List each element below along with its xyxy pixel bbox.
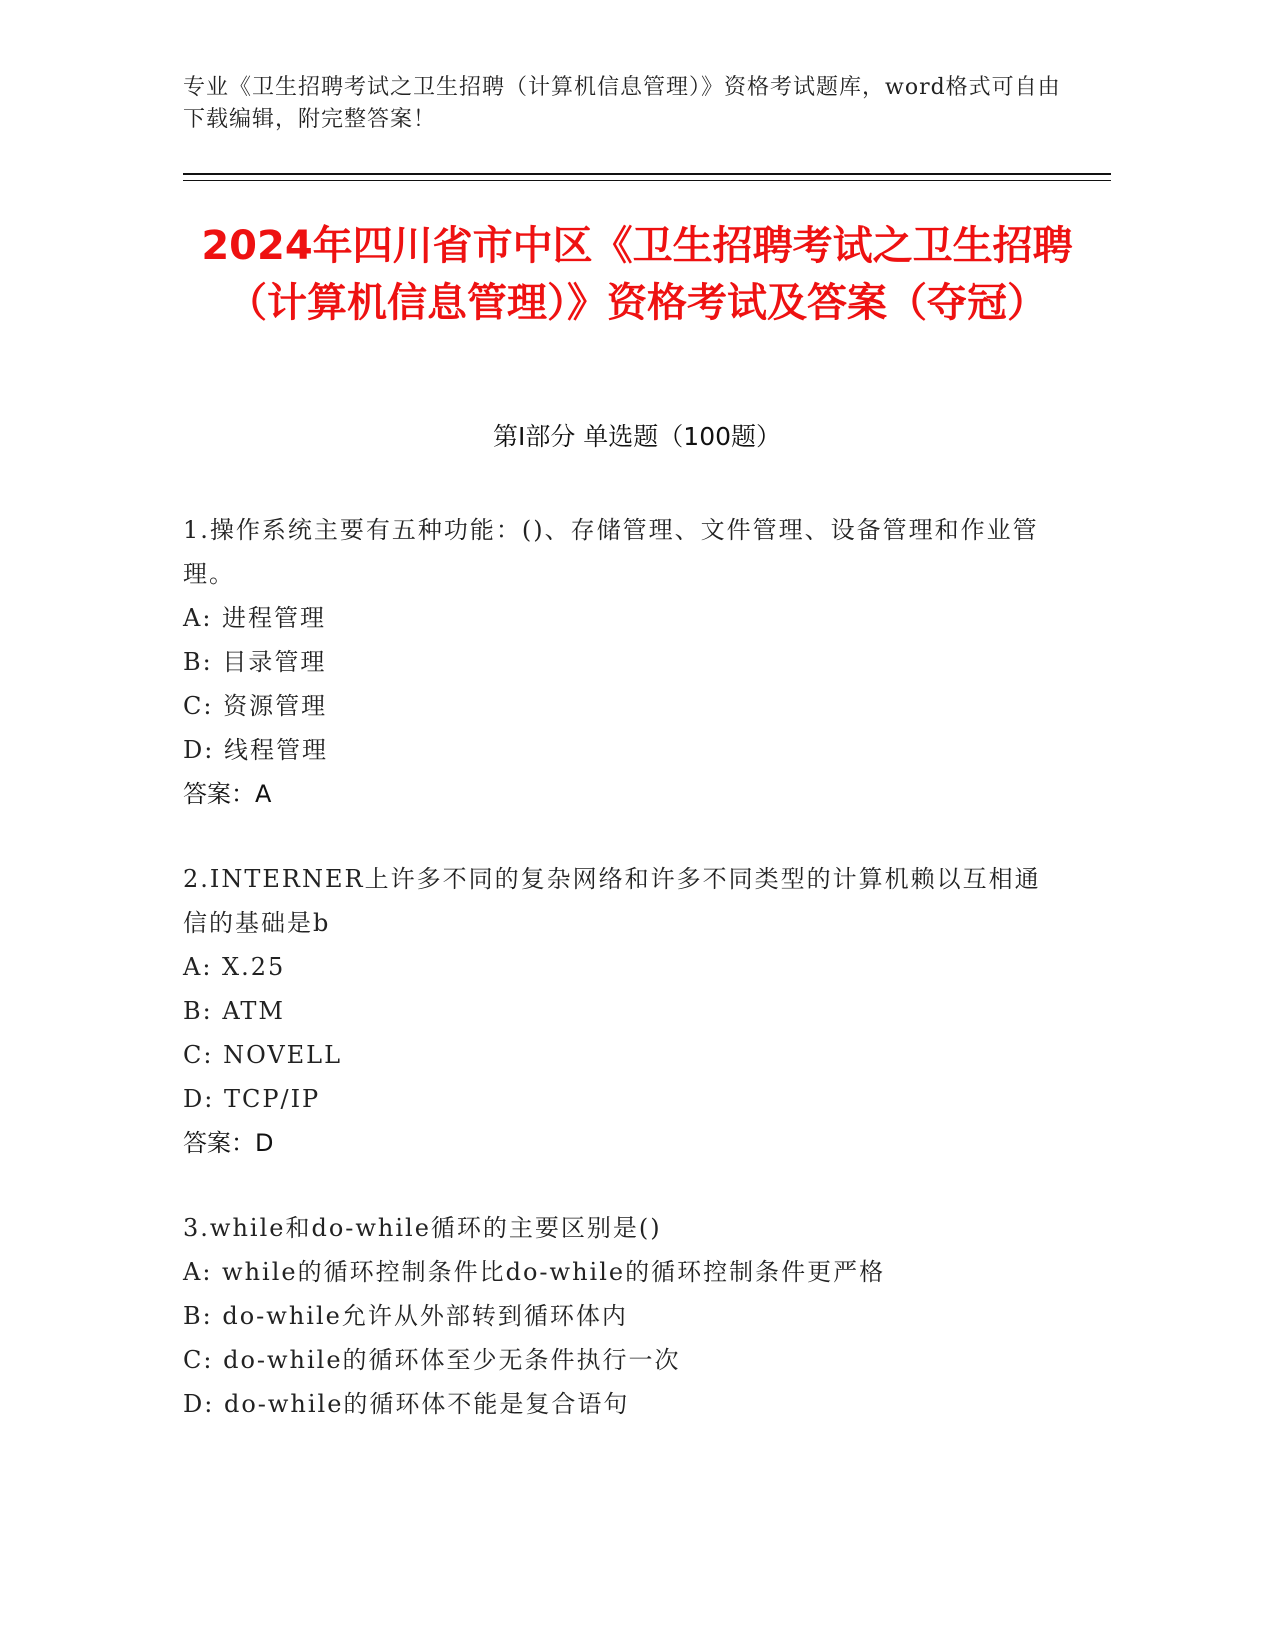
- question-3: [183, 1206, 1043, 1426]
- answer: 答案：D: [183, 1129, 274, 1157]
- option-c: C: 资源管理: [183, 692, 328, 720]
- option-c: C: NOVELL: [183, 1041, 343, 1069]
- question-stem: 3.while和do-while循环的主要区别是(): [183, 1214, 662, 1242]
- document-title: 2024年四川省市中区《卫生招聘考试之卫生招聘（计算机信息管理）》资格考试及答案（夺冠）: [201, 223, 1073, 326]
- question-2: [183, 857, 1043, 1165]
- question-stem: 1.操作系统主要有五种功能：()、存储管理、文件管理、设备管理和作业管理。: [183, 516, 1039, 588]
- option-a: A: while的循环控制条件比do-while的循环控制条件更严格: [183, 1258, 886, 1286]
- option-d: D: do-while的循环体不能是复合语句: [183, 1390, 630, 1418]
- option-a: A: X.25: [183, 953, 286, 981]
- question-list: [183, 508, 1043, 1467]
- option-b: B: 目录管理: [183, 648, 327, 676]
- header-divider-thin: [183, 180, 1111, 181]
- option-d: D: 线程管理: [183, 736, 328, 764]
- option-d: D: TCP/IP: [183, 1085, 321, 1113]
- header-note: 专业《卫生招聘考试之卫生招聘（计算机信息管理）》资格考试题库，word格式可自由下载编辑，附完整答案！: [183, 75, 1061, 132]
- question-stem: 2.INTERNER上许多不同的复杂网络和许多不同类型的计算机赖以互相通信的基础是b: [183, 865, 1041, 937]
- section-title: 第Ⅰ部分 单选题（100题）: [492, 422, 782, 451]
- answer: 答案：A: [183, 780, 272, 808]
- option-a: A: 进程管理: [183, 604, 327, 632]
- question-1: [183, 508, 1043, 816]
- option-c: C: do-while的循环体至少无条件执行一次: [183, 1346, 681, 1374]
- option-b: B: ATM: [183, 997, 285, 1025]
- option-b: B: do-while允许从外部转到循环体内: [183, 1302, 628, 1330]
- header-divider-thick: [183, 173, 1111, 175]
